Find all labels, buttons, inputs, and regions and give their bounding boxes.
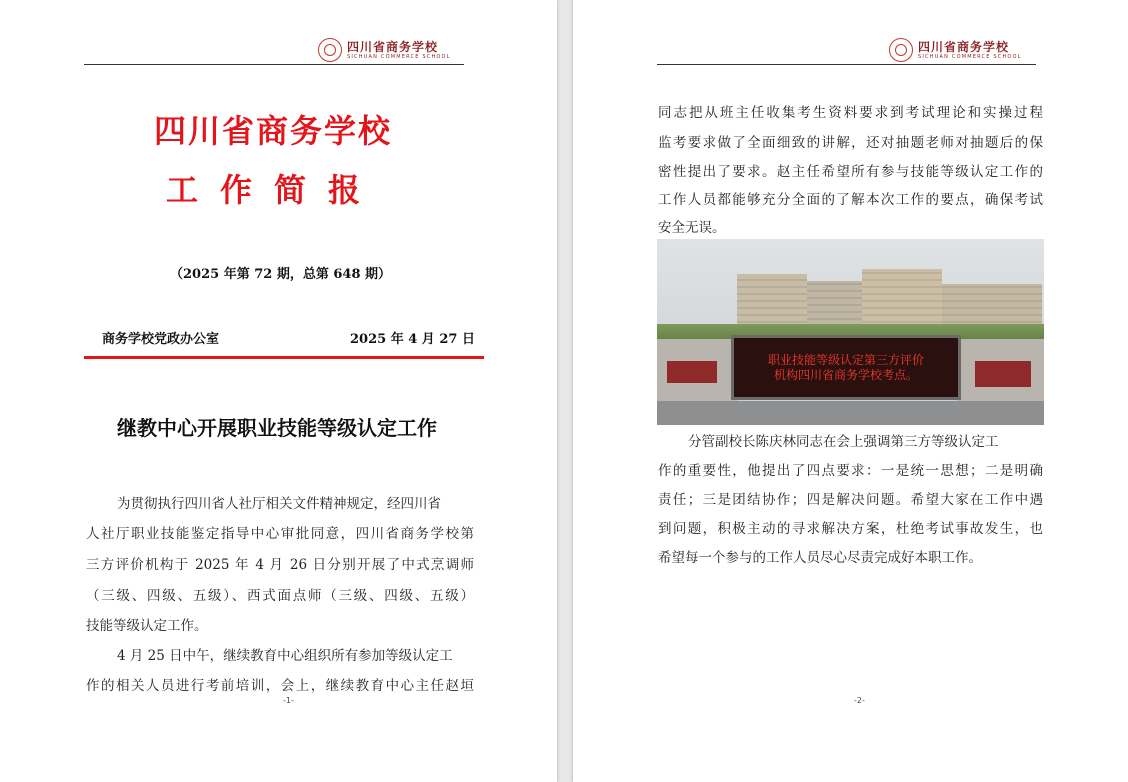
led-board-line: 机构四川省商务学校考点。 — [773, 367, 918, 382]
led-board-line: 职业技能等级认定第三方评价 — [767, 352, 924, 367]
header-rule — [657, 64, 1036, 65]
left-wall-sign — [667, 361, 717, 383]
issue-date: 2025 年 4 月 27 日 — [350, 332, 475, 347]
article-title: 继教中心开展职业技能等级认定工作 — [117, 416, 437, 440]
logo-cn-text: 四川省商务学校 — [347, 39, 439, 54]
page-number: -1- — [283, 696, 294, 705]
paragraph-line: 为贯彻执行四川省人社厅相关文件精神规定，经四川省 — [117, 496, 441, 512]
school-logo — [318, 38, 451, 62]
paragraph-line: 4 月 25 日中午，继续教育中心组织所有参加等级认定工 — [117, 648, 453, 664]
paragraph-line: 三方评价机构于 2025 年 4 月 26 日分别开展了中式烹调师 — [86, 557, 474, 573]
issue-number: （2025 年第 72 期，总第 648 期） — [170, 267, 392, 282]
issuing-office: 商务学校党政办公室 — [102, 332, 220, 347]
exam-site-photo — [657, 239, 1044, 425]
paragraph-line: 作的重要性，他提出了四点要求：一是统一思想；二是明确 — [658, 463, 1043, 479]
paragraph-line: 到问题，积极主动的寻求解决方案，杜绝考试事故发生，也 — [658, 521, 1043, 537]
bulletin-title-name: 工作简报 — [166, 171, 383, 209]
paragraph-line: 密性提出了要求。赵主任希望所有参与技能等级认定工作的 — [658, 164, 1043, 180]
paragraph-line: 工作人员都能够充分全面的了解本次工作的要点，确保考试 — [658, 192, 1043, 208]
school-seal-icon — [889, 38, 913, 62]
paragraph-line: 分管副校长陈庆林同志在会上强调第三方等级认定工 — [688, 434, 999, 450]
paragraph-line: 人社厅职业技能鉴定指导中心审批同意，四川省商务学校第 — [86, 526, 474, 542]
page-number: -2- — [854, 696, 865, 705]
paragraph-line: 作的相关人员进行考前培训，会上，继续教育中心主任赵垣 — [86, 678, 474, 694]
school-seal-icon — [318, 38, 342, 62]
red-divider — [84, 356, 484, 359]
right-wall-sign — [975, 361, 1031, 387]
logo-en-text: SICHUAN COMMERCE SCHOOL — [347, 53, 451, 60]
ground — [657, 401, 1044, 425]
paragraph-line: 安全无误。 — [658, 220, 726, 236]
document-page-1 — [0, 0, 557, 782]
paragraph-line: 监考要求做了全面细致的讲解，还对抽题老师对抽题后的保 — [658, 135, 1043, 151]
bulletin-title-school: 四川省商务学校 — [154, 112, 393, 150]
paragraph-line: 同志把从班主任收集考生资料要求到考试理论和实操过程 — [658, 105, 1043, 121]
paragraph-line: 希望每一个参与的工作人员尽心尽责完成好本职工作。 — [658, 550, 982, 566]
school-logo — [889, 38, 1022, 62]
led-board — [731, 335, 961, 400]
paragraph-line: 责任；三是团结协作；四是解决问题。希望大家在工作中遇 — [658, 492, 1043, 508]
paragraph-line: （三级、四级、五级）、西式面点师（三级、四级、五级） — [86, 588, 474, 604]
logo-en-text: SICHUAN COMMERCE SCHOOL — [918, 53, 1022, 60]
logo-cn-text: 四川省商务学校 — [918, 39, 1010, 54]
paragraph-line: 技能等级认定工作。 — [86, 618, 208, 634]
header-rule — [84, 64, 464, 65]
